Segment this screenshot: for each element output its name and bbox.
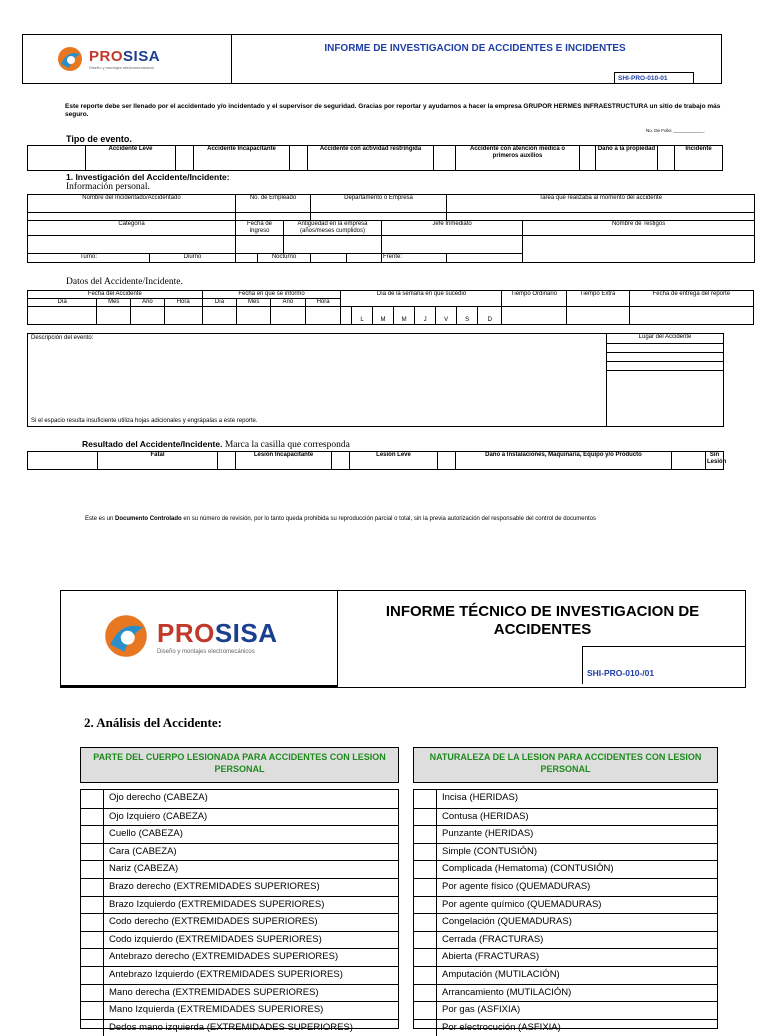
description-box[interactable] [27, 333, 607, 427]
page2-title-line2: ACCIDENTES [493, 621, 592, 638]
body-part-checkbox[interactable] [87, 790, 104, 808]
group-fecha-accidente: Fecha del Accidente [28, 291, 203, 299]
field-acc-dia[interactable] [28, 307, 97, 325]
nature-header: NATURALEZA DE LA LESION PARA ACCIDENTES CON LESION PERSONAL [413, 747, 718, 783]
nature-item[interactable] [414, 913, 717, 931]
event-check-3[interactable] [434, 146, 456, 171]
event-type-2: Accidente con actividad restringida [308, 146, 434, 171]
body-part-label: Brazo derecho (EXTREMIDADES SUPERIORES) [109, 880, 320, 892]
field-nombre[interactable] [28, 213, 236, 221]
body-part-label: Cara (CABEZA) [109, 845, 177, 857]
label-jefe: Jefe Inmediato [382, 221, 523, 236]
page2-doc-code: SHI-PRO-010-/01 [582, 646, 746, 684]
event-type-0: Accidente Leve [86, 146, 176, 171]
body-part-label: Dedos mano izquierda (EXTREMIDADES SUPERIORES) [109, 1021, 353, 1033]
page2-title [345, 603, 740, 639]
personal-info-table [27, 194, 755, 263]
label-testigos: Nombre de Testigos [523, 221, 755, 236]
nature-checkbox[interactable] [420, 1020, 437, 1036]
sub-hora-1: Hora [164, 299, 202, 307]
body-part-item[interactable] [81, 966, 398, 984]
section2-title: 2. Análisis del Accidente: [84, 715, 222, 730]
field-inf-ano[interactable] [271, 307, 306, 325]
nature-label: Contusa (HERIDAS) [442, 810, 529, 822]
weekday-l[interactable]: L [352, 307, 373, 325]
nature-item[interactable] [414, 1019, 717, 1036]
label-departamento: Departamento o Empresa [311, 195, 447, 213]
body-part-header: PARTE DEL CUERPO LESIONADA PARA ACCIDENTES CON LESION PERSONAL [80, 747, 399, 783]
nature-item[interactable] [414, 1001, 717, 1019]
page1-doc-code: SHI-PRO-010-01 [614, 72, 694, 84]
body-part-checkbox[interactable] [87, 809, 104, 826]
event-check-2[interactable] [290, 146, 308, 171]
nature-item[interactable] [414, 860, 717, 878]
body-part-label: Brazo Izquierdo (EXTREMIDADES SUPERIORES) [109, 898, 325, 910]
place-line-2[interactable] [607, 353, 723, 362]
group-fecha-entrega: Fecha de entrega del reporte [629, 291, 753, 307]
prosisa-logo-icon [55, 44, 85, 74]
nature-label: Complicada (Hematoma) (CONTUSIÓN) [442, 863, 614, 875]
nature-item[interactable] [414, 878, 717, 896]
accident-data-table [27, 290, 754, 325]
nature-checkbox[interactable] [420, 826, 437, 843]
result-check-4[interactable] [672, 452, 706, 470]
nature-checkbox[interactable] [420, 985, 437, 1002]
accident-data-title: Datos del Accidente/Incidente. [66, 277, 183, 287]
body-part-checkbox[interactable] [87, 826, 104, 843]
body-part-checkbox[interactable] [87, 1020, 104, 1036]
body-part-item[interactable] [81, 984, 398, 1002]
weekday-s[interactable]: S [457, 307, 478, 325]
field-tarea[interactable] [447, 213, 755, 221]
logo2-tagline: Diseño y montajes electromecánicos [157, 648, 255, 655]
event-check-1[interactable] [176, 146, 194, 171]
result-option-1: Lesión Incapacitante [236, 452, 332, 470]
label-nombre: Nombre del Incidentado/Accidentado [28, 195, 236, 213]
event-type-table [27, 145, 723, 171]
weekday-m1[interactable]: M [373, 307, 394, 325]
field-acc-ano[interactable] [131, 307, 165, 325]
field-acc-hora[interactable] [164, 307, 202, 325]
nature-label: Por agente físico (QUEMADURAS) [442, 880, 591, 892]
sub-mes-1: Mes [97, 299, 131, 307]
page1-footer [85, 516, 596, 522]
weekday-j[interactable]: J [415, 307, 436, 325]
label-frente: Frente: [382, 254, 447, 263]
body-part-checkbox[interactable] [87, 949, 104, 966]
result-check-0[interactable] [28, 452, 98, 470]
nature-item[interactable] [414, 948, 717, 966]
sub-dia-2: Día [202, 299, 237, 307]
check-nocturno[interactable] [311, 254, 347, 263]
nature-item[interactable] [414, 931, 717, 949]
result-hint: Marca la casilla que corresponda [224, 440, 350, 450]
nature-checkbox[interactable] [420, 897, 437, 914]
place-line-1[interactable] [607, 344, 723, 353]
nature-label: Por electrocución (ASFIXIA) [442, 1021, 561, 1033]
description-label: Descripción del evento: [31, 335, 94, 341]
body-part-label: Cuello (CABEZA) [109, 828, 183, 840]
event-check-0[interactable] [28, 146, 86, 171]
check-diurno[interactable] [236, 254, 258, 263]
nature-label: Punzante (HERIDAS) [442, 828, 534, 840]
place-box [606, 333, 724, 427]
sub-hora-2: Hora [305, 299, 341, 307]
label-tarea: Tarea que realizaba al momento del accidente [447, 195, 755, 213]
sub-ano-2: Año [271, 299, 306, 307]
nature-label: Congelación (QUEMADURAS) [442, 916, 572, 928]
nature-item[interactable] [414, 790, 717, 808]
nature-checkbox[interactable] [420, 1002, 437, 1019]
result-heading [82, 439, 350, 450]
group-dia-semana: Día de la semana en que sucedió [341, 291, 502, 307]
nature-checkbox[interactable] [420, 932, 437, 949]
body-part-checkbox[interactable] [87, 932, 104, 949]
body-part-label: Antebrazo derecho (EXTREMIDADES SUPERIORES) [109, 951, 339, 963]
label-fecha-ingreso: Fecha de Ingreso [236, 221, 284, 236]
page2-logo [100, 610, 278, 662]
place-label: Lugar del Accidente [607, 334, 723, 344]
result-option-3: Daño a Instalaciones, Maquinaria, Equipo y/o Producto [456, 452, 672, 470]
nature-label: Simple (CONTUSIÓN) [442, 845, 538, 857]
nature-items [414, 790, 717, 1036]
nature-checkbox[interactable] [420, 861, 437, 878]
nature-label: Arrancamiento (MUTILACIÓN) [442, 986, 572, 998]
nature-label: Amputación (MUTILACIÓN) [442, 968, 560, 980]
nature-label: Por gas (ASFIXIA) [442, 1004, 521, 1016]
body-part-label: Ojo derecho (CABEZA) [109, 792, 208, 803]
page1-logo [55, 44, 160, 74]
event-type-1: Accidente Incapacitante [194, 146, 290, 171]
event-type-3: Accidente con atención médica o primeros auxilios [456, 146, 580, 171]
field-inf-dia[interactable] [202, 307, 237, 325]
body-part-item[interactable] [81, 931, 398, 949]
footer-post: en su número de revisión, por lo tanto queda prohibida su reproducción parcial o total, sin la previa autorización del responsable del control de documentos [181, 516, 596, 522]
footer-bold: Documento Controlado [115, 516, 182, 522]
body-part-checkbox[interactable] [87, 967, 104, 984]
field-tiempo-extra[interactable] [566, 307, 629, 325]
field-fecha-entrega[interactable] [629, 307, 753, 325]
label-diurno: Diurno [150, 254, 236, 263]
body-part-checkbox[interactable] [87, 1002, 104, 1019]
folio-label: No. De Folio: ____________. [646, 128, 705, 133]
nature-item[interactable] [414, 966, 717, 984]
nature-checkbox[interactable] [420, 914, 437, 931]
body-part-checkbox[interactable] [87, 914, 104, 931]
field-jefe[interactable] [382, 236, 523, 254]
body-part-label: Mano derecha (EXTREMIDADES SUPERIORES) [109, 986, 319, 998]
field-turno-extra[interactable] [347, 254, 382, 263]
body-part-item[interactable] [81, 896, 398, 914]
body-part-label: Ojo Izquiero (CABEZA) [109, 810, 208, 822]
group-tiempo-ordinario: Tiempo Ordinario [502, 291, 566, 307]
nature-label: Abierta (FRACTURAS) [442, 951, 540, 963]
result-option-0: Fatal [98, 452, 218, 470]
body-part-checkbox[interactable] [87, 861, 104, 878]
event-check-5[interactable] [658, 146, 675, 171]
field-antiguedad[interactable] [284, 236, 382, 254]
page1-intro: Este reporte debe ser llenado por el accidentado y/o incidentado y el supervisor de seguridad. Gracias por reportar y ayudarnos a hacer la empresa GRUPOR HERMES INFRAESTRUCTURA un sitio de trabajo más seguro. [65, 103, 721, 118]
body-part-checkbox[interactable] [87, 844, 104, 861]
page1-title: INFORME DE INVESTIGACION DE ACCIDENTES E INCIDENTES [324, 43, 626, 54]
body-part-item[interactable] [81, 860, 398, 878]
body-part-item[interactable] [81, 913, 398, 931]
label-no-empleado: No. de Empleado [236, 195, 311, 213]
body-part-item[interactable] [81, 1001, 398, 1019]
field-inf-hora[interactable] [305, 307, 341, 325]
body-part-item[interactable] [81, 948, 398, 966]
place-line-3[interactable] [607, 362, 723, 371]
event-type-5: Incidente [675, 146, 723, 171]
nature-list [413, 789, 718, 1033]
sub-mes-2: Mes [237, 299, 271, 307]
field-fecha-ingreso[interactable] [236, 236, 284, 254]
body-part-checkbox[interactable] [87, 897, 104, 914]
nature-label: Por agente químico (QUEMADURAS) [442, 898, 602, 910]
body-part-label: Codo izquierdo (EXTREMIDADES SUPERIORES) [109, 933, 322, 945]
body-part-label: Codo derecho (EXTREMIDADES SUPERIORES) [109, 916, 318, 928]
result-check-2[interactable] [332, 452, 350, 470]
body-part-label: Antebrazo Izquierdo (EXTREMIDADES SUPERIORES) [109, 968, 343, 980]
section1-title: 1. Investigación del Accidente/Incidente: [66, 172, 230, 182]
body-part-item[interactable] [81, 843, 398, 861]
nature-item[interactable] [414, 843, 717, 861]
event-type-title: Tipo de evento. [66, 134, 132, 144]
prosisa-logo-icon-2 [100, 610, 152, 662]
nature-label: Cerrada (FRACTURAS) [442, 933, 544, 945]
field-tiempo-ordinario[interactable] [502, 307, 566, 325]
nature-item[interactable] [414, 896, 717, 914]
body-part-list [80, 789, 399, 1033]
sub-dia-1: Día [28, 299, 97, 307]
extra-space-note: Si el espacio resulta insuficiente utiliza hojas adicionales y engrápalas a este reporte. [31, 418, 258, 424]
nature-checkbox[interactable] [420, 844, 437, 861]
field-testigos[interactable] [523, 236, 755, 263]
weekday-v[interactable]: V [436, 307, 457, 325]
weekday-d[interactable]: D [478, 307, 502, 325]
nature-item[interactable] [414, 825, 717, 843]
label-antiguedad: Antigüedad en la empresa (años/meses cumplidos) [284, 221, 382, 236]
weekday-spacer [341, 307, 352, 325]
result-check-3[interactable] [438, 452, 456, 470]
nature-item[interactable] [414, 808, 717, 826]
logo-text-sisa: SISA [123, 48, 161, 65]
body-part-item[interactable] [81, 808, 398, 826]
nature-checkbox[interactable] [420, 879, 437, 896]
field-inf-mes[interactable] [237, 307, 271, 325]
label-turno: Turno: [28, 254, 150, 263]
result-check-1[interactable] [218, 452, 236, 470]
field-acc-mes[interactable] [97, 307, 131, 325]
logo-tagline: Diseño y montajes electromecánicos [89, 65, 155, 70]
body-part-items [81, 790, 398, 1036]
body-part-item[interactable] [81, 790, 398, 808]
sub-ano-1: Año [131, 299, 165, 307]
field-departamento[interactable] [311, 213, 447, 221]
body-part-item[interactable] [81, 825, 398, 843]
result-option-2: Lesión Leve [350, 452, 438, 470]
footer-pre: Este es un [85, 516, 116, 522]
nature-checkbox[interactable] [420, 809, 437, 826]
logo2-text-sisa: SISA [214, 617, 278, 648]
personal-info-title: Información personal. [66, 182, 150, 192]
result-option-4: Sin Lesión [706, 452, 724, 470]
nature-checkbox[interactable] [420, 790, 437, 808]
page2-title-line1: INFORME TÉCNICO DE INVESTIGACION DE [385, 603, 700, 620]
body-part-checkbox[interactable] [87, 985, 104, 1002]
field-no-empleado[interactable] [236, 213, 311, 221]
body-part-label: Mano Izquierda (EXTREMIDADES SUPERIORES) [109, 1004, 324, 1016]
nature-checkbox[interactable] [420, 949, 437, 966]
group-tiempo-extra: Tiempo Extra [566, 291, 629, 307]
field-categoria[interactable] [28, 236, 236, 254]
body-part-checkbox[interactable] [87, 879, 104, 896]
nature-item[interactable] [414, 984, 717, 1002]
group-fecha-informo: Fecha en que se informo [202, 291, 341, 299]
nature-label: Incisa (HERIDAS) [442, 792, 519, 803]
body-part-item[interactable] [81, 878, 398, 896]
logo-text-pro: PRO [89, 48, 124, 65]
label-categoria: Categoría [28, 221, 236, 236]
weekday-m2[interactable]: M [394, 307, 415, 325]
event-type-4: Daño a la propiedad [596, 146, 658, 171]
body-part-label: Nariz (CABEZA) [109, 863, 179, 875]
field-frente[interactable] [447, 254, 523, 263]
label-nocturno: Nocturno [258, 254, 311, 263]
nature-checkbox[interactable] [420, 967, 437, 984]
logo2-text-pro: PRO [157, 617, 215, 648]
event-check-4[interactable] [580, 146, 596, 171]
result-title: Resultado del Accidente/Incidente. [82, 439, 223, 449]
result-table [27, 451, 727, 470]
body-part-item[interactable] [81, 1019, 398, 1036]
